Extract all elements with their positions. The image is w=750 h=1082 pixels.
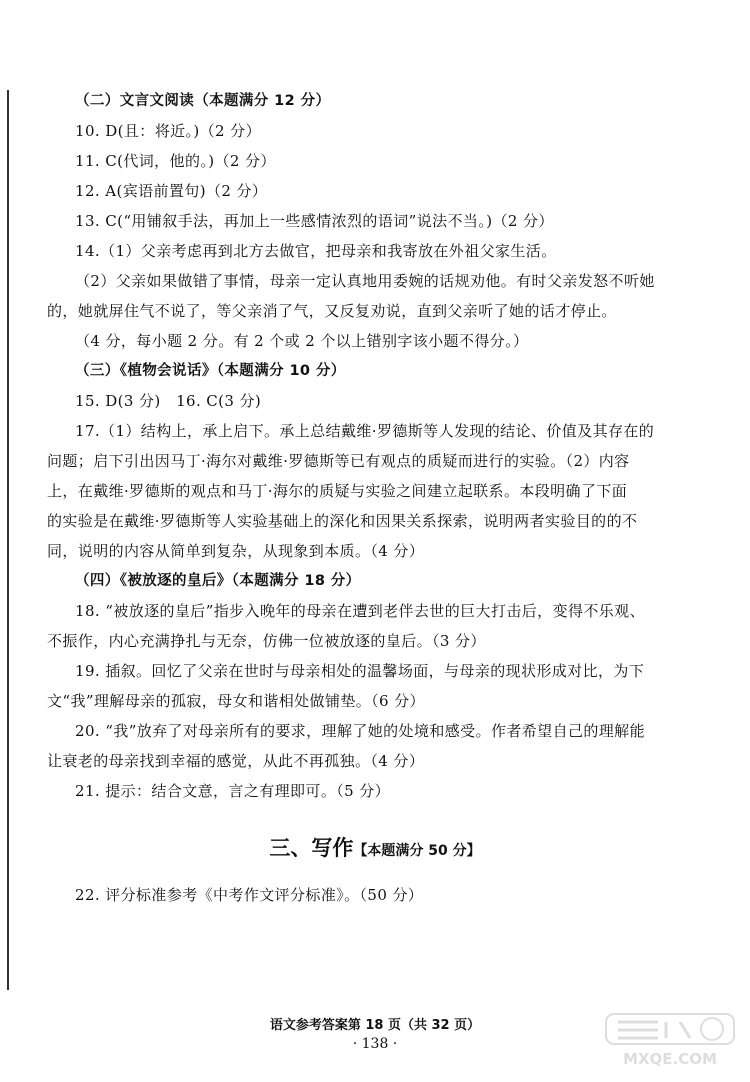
answer-line: 让衰老的母亲找到幸福的感觉，从此不再孤独。（4 分） [47,752,425,770]
answer-line: 17.（1）结构上，承上启下。承上总结戴维·罗德斯等人发现的结论、价值及其存在的 [75,422,655,440]
answer-line: 同，说明的内容从简单到复杂，从现象到本质。（4 分） [47,542,425,560]
writing-section-heading [0,832,750,862]
answer-line: 的，她就屏住气不说了，等父亲消了气，又反复劝说，直到父亲听了她的话才停止。 [47,302,617,320]
answer-line: 19. 插叙。回忆了父亲在世时与母亲相处的温馨场面，与母亲的现状形成对比，为下 [75,662,645,680]
writing-section-score: 【本题满分 50 分】 [353,843,481,859]
answer-line: 21. 提示：结合文意，言之有理即可。（5 分） [75,782,391,800]
answer-line: 不振作，内心充满挣扎与无奈，仿佛一位被放逐的皇后。（3 分） [47,632,486,650]
answer-line: 上，在戴维·罗德斯的观点和马丁·海尔的质疑与实验之间建立起联系。本段明确了下面 [47,482,628,500]
answer-line: 11. C(代词，他的。)（2 分） [75,152,276,170]
answer-line: 问题；启下引出因马丁·海尔对戴维·罗德斯等已有观点的质疑而进行的实验。（2）内容 [47,452,630,470]
answer-line: 13. C(“用铺叙手法，再加上一些感情浓烈的语词”说法不当。)（2 分） [75,212,554,230]
watermark-logo [600,1010,740,1070]
answer-line: 14.（1）父亲考虑再到北方去做官，把母亲和我寄放在外祖父家生活。 [75,242,557,260]
writing-section-title: 三、写作 [269,836,354,860]
answer-line: 20. “我”放弃了对母亲所有的要求，理解了她的处境和感受。作者希望自己的理解能 [75,722,645,740]
answer-line: 15. D(3 分) 16. C(3 分) [75,392,262,410]
answer-content [47,86,697,806]
answer-line: 文“我”理解母亲的孤寂，母女和谐相处做铺垫。（6 分） [47,692,425,710]
answer-line: 10. D(且：将近。)（2 分） [75,122,261,140]
page-number: · 138 · [352,1036,398,1052]
answer-line: （2）父亲如果做错了事情，母亲一定认真地用委婉的话规劝他。有时父亲发怒不听她 [75,272,655,290]
section-heading-classical: （二）文言文阅读（本题满分 12 分） [75,93,331,109]
section-heading-empress: （四）《被放逐的皇后》（本题满分 18 分） [75,573,361,589]
answer-line: 18. “被放逐的皇后”指步入晚年的母亲在遭到老伴去世的巨大打击后，变得不乐观、 [75,602,645,620]
answer-line: （4 分，每小题 2 分。有 2 个或 2 个以上错别字该小题不得分。） [75,332,529,350]
answer-line: 的实验是在戴维·罗德斯等人实验基础上的深化和因果关系探索，说明两者实验目的的不 [47,512,638,530]
answer-line: 12. A(宾语前置句)（2 分） [75,182,268,200]
svg-text:MXQE.COM: MXQE.COM [623,1050,717,1068]
answer-line: 22. 评分标准参考《中考作文评分标准》。（50 分） [75,886,424,904]
page-footer: 语文参考答案第 18 页（共 32 页） [269,1018,481,1033]
section-heading-plants: （三）《植物会说话》（本题满分 10 分） [75,363,346,379]
